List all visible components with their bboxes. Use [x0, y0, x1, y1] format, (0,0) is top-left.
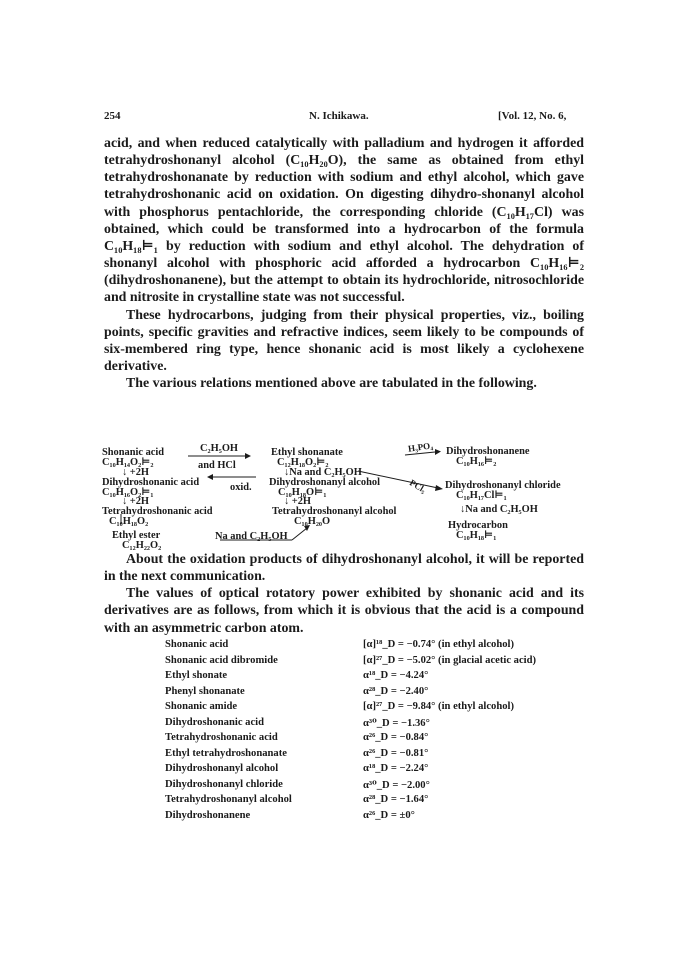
- rotation-compound: Ethyl shonate: [165, 670, 228, 681]
- paragraph-3: The various relations mentioned above are tabulated in the following.: [126, 376, 537, 392]
- reaction-scheme: [100, 440, 590, 558]
- rotation-value: [α]²⁷_D = −9.84° (in ethyl alcohol): [363, 701, 514, 712]
- rotation-value: α²⁸_D = −2.40°: [363, 685, 429, 697]
- rotation-row: [165, 810, 585, 825]
- compound-ethyl-shonanate: Ethyl shonanate: [271, 447, 343, 458]
- rotation-value: α²⁸_D = −1.64°: [363, 794, 429, 805]
- running-author: N. Ichikawa.: [309, 110, 369, 122]
- paragraph-2: These hydrocarbons, judging from their physical properties, viz., boiling points, specific gravities and refractive indices, seem likely to be compounds of six-membered ring type, hence shonanic acid is most likely a cyclohexene derivative.: [104, 307, 584, 375]
- reagent-hcl: and HCl: [198, 460, 236, 471]
- rotation-value: α²⁶_D = −0.84°: [363, 732, 429, 743]
- formula-tetrahydroshonanyl-alcohol: C₁₀H₂₀O: [294, 516, 331, 527]
- formula-ethyl-shonanate: C₁₂H₁₈O₂⊨₂: [277, 457, 329, 468]
- rotation-row: [165, 670, 585, 685]
- rotation-compound: Phenyl shonanate: [165, 685, 245, 697]
- arrow-dehydration-head: [435, 449, 441, 455]
- arrow-label-na-ethanol: ↓Na and C₂H₅OH: [460, 504, 538, 515]
- compound-tetrahydroshonanic-acid: Tetrahydroshonanic acid: [102, 506, 213, 517]
- rotation-value: [α]²⁷_D = −5.02° (in glacial acetic acid): [363, 654, 537, 666]
- rotation-compound: Shonanic acid dibromide: [165, 654, 278, 666]
- paragraph-1: acid, and when reduced catalytically with palladium and hydrogen it afforded tetrahydroshonanyl alcohol (C₁₀H₂₀O), the same as obtained from ethyl tetrahydroshonanate by reduction with sodium and ethyl alcohol, which gave tetrahydroshonanic acid on oxidation. On digesting dihydro-shonanyl alcohol with phosphorus pentachloride, the corresponding chloride (C₁₀H₁₇Cl) was obtained, which could be transformed into a hydrocarbon of the formula C₁₀H₁₈⊨₁ by reduction with sodium and ethyl alcohol. The dehydration of shonanyl alcohol with phosphoric acid afforded a hydrocarbon C₁₀H₁₆⊨₂ (dihydroshonanene), but the attempt to obtain its hydrochloride, nitrosochloride and nitrosite in crystalline state was not successful.: [104, 136, 584, 306]
- rotation-value: α¹⁸_D = −4.24°: [363, 670, 429, 681]
- rotation-row: [165, 763, 585, 778]
- formula-shonanic-acid: C₁₀H₁₄O₂⊨₂: [102, 457, 154, 468]
- rotation-compound: Dihydroshonanyl alcohol: [165, 763, 279, 774]
- compound-dihydroshonanyl-alcohol: Dihydroshonanyl alcohol: [269, 477, 380, 488]
- rotation-row: [165, 748, 585, 763]
- compound-dihydroshonanene: Dihydroshonanene: [446, 446, 530, 457]
- compound-ethyl-ester: Ethyl ester: [112, 530, 161, 541]
- body-text: [104, 135, 584, 392]
- rotation-row: [165, 779, 585, 794]
- rotation-row: [165, 732, 585, 747]
- rotation-row: [165, 655, 585, 670]
- compound-hydrocarbon: Hydrocarbon: [448, 520, 508, 531]
- scheme-arrows: [100, 448, 590, 558]
- arrow-reduction: [292, 528, 307, 540]
- formula-hydrocarbon: C₁₀H₁₈⊨₁: [456, 530, 497, 541]
- compound-dihydroshonanyl-chloride: Dihydroshonanyl chloride: [445, 480, 561, 491]
- formula-tetrahydroshonanic-acid: C₁₀H₁₈O₂: [109, 516, 149, 527]
- running-volume: [Vol. 12, No. 6,: [498, 110, 567, 122]
- rotation-row: [165, 717, 585, 732]
- reagent-oxid: oxid.: [230, 482, 252, 493]
- rotation-row: [165, 701, 585, 716]
- arrow-esterification-head: [245, 453, 251, 459]
- rotation-row: [165, 639, 585, 654]
- compound-dihydroshonanic-acid: Dihydroshonanic acid: [102, 477, 200, 488]
- rotation-compound: Dihydroshonanyl chloride: [165, 778, 283, 790]
- reagent-pcl5: PCl₅: [407, 477, 428, 495]
- rotation-compound: Dihydroshonanic acid: [165, 716, 265, 728]
- rotation-row: [165, 794, 585, 809]
- arrow-label-plus-2h: ↓ +2H: [122, 496, 149, 507]
- formula-dihydroshonanyl-chloride: C₁₀H₁₇Cl⊨₁: [456, 490, 507, 501]
- arrow-label-plus-2h: ↓ +2H: [122, 467, 149, 478]
- compound-tetrahydroshonanyl-alcohol: Tetrahydroshonanyl alcohol: [272, 506, 397, 517]
- reagent-ethanol: C₂H₅OH: [200, 443, 238, 454]
- page-number: 254: [104, 110, 121, 122]
- rotation-value: α²⁶_D = ±0°: [363, 809, 415, 821]
- rotation-value: α²⁶_D = −0.81°: [363, 747, 429, 759]
- rotation-compound: Shonanic amide: [165, 701, 238, 712]
- rotation-compound: Shonanic acid: [165, 639, 229, 650]
- rotation-value: [α]¹⁸_D = −0.74° (in ethyl alcohol): [363, 639, 514, 650]
- formula-dihydroshonanic-acid: C₁₀H₁₆O₂⊨₁: [102, 487, 154, 498]
- body-text-continued: [104, 551, 584, 637]
- reagent-sodium-ethanol: Na and C₂H₅OH: [215, 531, 288, 542]
- formula-ethyl-ester: C₁₂H₂₂O₂: [122, 540, 162, 551]
- paragraph-5: The values of optical rotatory power exhibited by shonanic acid and its derivatives are as follows, from which it is obvious that the acid is a compound with an asymmetric carbon atom.: [104, 586, 584, 636]
- rotation-compound: Tetrahydroshonanic acid: [165, 732, 278, 743]
- paragraph-4: About the oxidation products of dihydroshonanyl alcohol, it will be reported in the next communication.: [104, 552, 584, 585]
- reagent-phosphoric-acid: H₃PO₄: [407, 440, 434, 454]
- rotation-row: [165, 686, 585, 701]
- arrow-oxidation-head: [207, 474, 213, 480]
- rotation-compound: Tetrahydroshonanyl alcohol: [165, 794, 292, 805]
- rotation-compound: Ethyl tetrahydroshonanate: [165, 747, 287, 759]
- rotation-value: α³⁰_D = −2.00°: [363, 779, 430, 791]
- formula-dihydroshonanyl-alcohol: C₁₀H₁₈O⊨₁: [278, 487, 327, 498]
- arrow-chlorination-head: [435, 485, 443, 491]
- formula-dihydroshonanene: C₁₀H₁₆⊨₂: [456, 456, 497, 467]
- rotation-value: α¹⁸_D = −2.24°: [363, 763, 429, 774]
- compound-shonanic-acid: Shonanic acid: [102, 447, 165, 458]
- rotation-compound: Dihydroshonanene: [165, 809, 251, 821]
- arrow-label-plus-2h: ↓ +2H: [284, 496, 311, 507]
- rotation-value: α³⁰_D = −1.36°: [363, 717, 430, 729]
- arrow-label-na-ethanol: ↓Na and C₂H₅OH: [284, 467, 362, 478]
